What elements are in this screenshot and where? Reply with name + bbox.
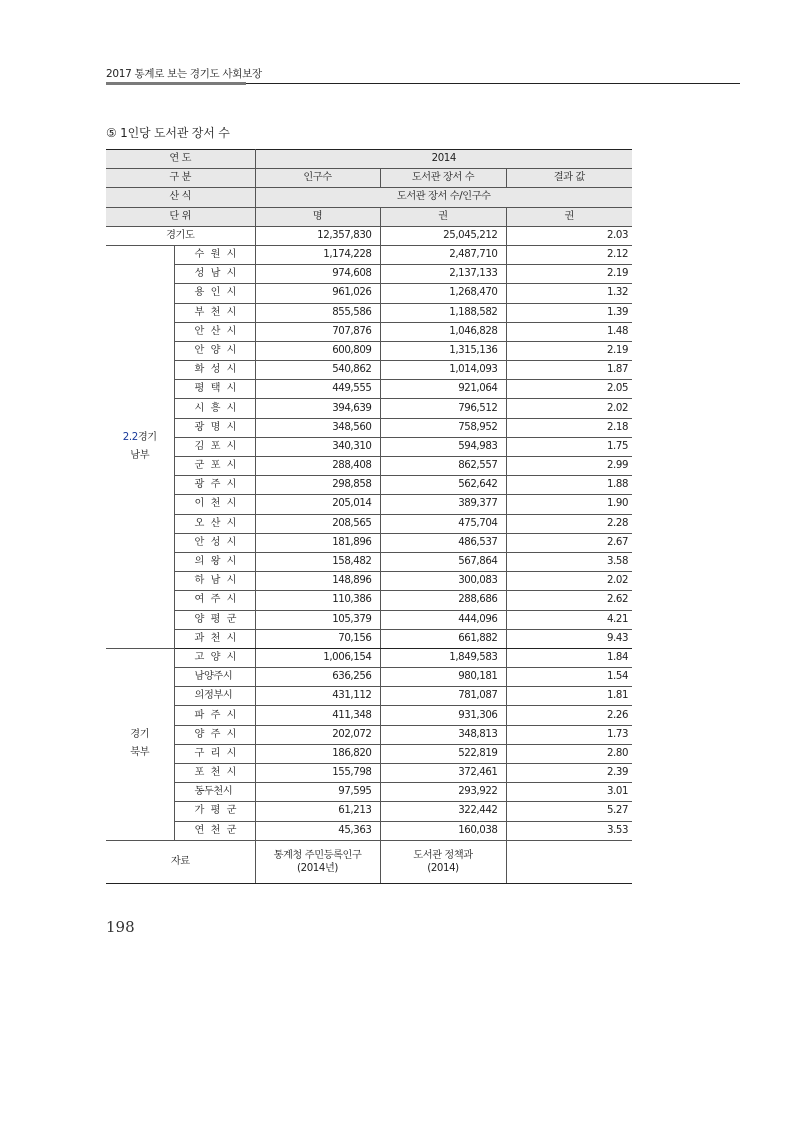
population-cell: 1,174,228 bbox=[255, 245, 380, 264]
result-cell: 1.73 bbox=[506, 725, 632, 744]
books-cell: 160,038 bbox=[380, 821, 506, 840]
table-row bbox=[106, 303, 632, 322]
city-name: 안 산 시 bbox=[174, 322, 255, 341]
table-row bbox=[106, 341, 632, 360]
page-number: 198 bbox=[106, 918, 135, 936]
books-cell: 594,983 bbox=[380, 437, 506, 456]
city-name: 오 산 시 bbox=[174, 514, 255, 533]
header-row-unit bbox=[106, 207, 632, 226]
source-label: 자료 bbox=[106, 840, 255, 883]
header-rule-thin bbox=[246, 83, 740, 84]
table-row bbox=[106, 495, 632, 514]
city-name: 수 원 시 bbox=[174, 245, 255, 264]
books-cell: 372,461 bbox=[380, 764, 506, 783]
table-row bbox=[106, 783, 632, 802]
result-cell: 2.28 bbox=[506, 514, 632, 533]
result-cell: 2.19 bbox=[506, 265, 632, 284]
population-cell: 961,026 bbox=[255, 284, 380, 303]
result-cell: 2.62 bbox=[506, 591, 632, 610]
header-cell: 권 bbox=[506, 207, 632, 226]
books-cell: 862,557 bbox=[380, 457, 506, 476]
books-cell: 486,537 bbox=[380, 533, 506, 552]
city-name: 의 왕 시 bbox=[174, 552, 255, 571]
city-name: 구 리 시 bbox=[174, 744, 255, 763]
books-cell: 921,064 bbox=[380, 380, 506, 399]
city-name: 평 택 시 bbox=[174, 380, 255, 399]
books-cell: 1,268,470 bbox=[380, 284, 506, 303]
city-name: 하 남 시 bbox=[174, 572, 255, 591]
books-cell: 293,922 bbox=[380, 783, 506, 802]
table-row bbox=[106, 668, 632, 687]
city-name: 군 포 시 bbox=[174, 457, 255, 476]
population-cell: 70,156 bbox=[255, 629, 380, 648]
books-cell: 348,813 bbox=[380, 725, 506, 744]
header-row-category bbox=[106, 169, 632, 188]
city-name: 파 주 시 bbox=[174, 706, 255, 725]
result-cell: 9.43 bbox=[506, 629, 632, 648]
table-row bbox=[106, 418, 632, 437]
source-result-empty bbox=[506, 840, 632, 883]
table-row bbox=[106, 629, 632, 648]
books-cell: 1,849,583 bbox=[380, 648, 506, 667]
result-cell: 5.27 bbox=[506, 802, 632, 821]
result-cell: 1.48 bbox=[506, 322, 632, 341]
table-row bbox=[106, 687, 632, 706]
source-population-line2: (2014년) bbox=[297, 862, 338, 874]
books-cell: 758,952 bbox=[380, 418, 506, 437]
books-cell: 444,096 bbox=[380, 610, 506, 629]
region-prefix: 2.2 bbox=[122, 431, 138, 443]
books-cell: 322,442 bbox=[380, 802, 506, 821]
population-cell: 202,072 bbox=[255, 725, 380, 744]
library-books-table bbox=[106, 149, 632, 884]
result-cell: 1.39 bbox=[506, 303, 632, 322]
result-cell: 2.26 bbox=[506, 706, 632, 725]
source-population-line1: 통계청 주민등록인구 bbox=[273, 849, 362, 861]
city-name: 이 천 시 bbox=[174, 495, 255, 514]
result-cell: 2.67 bbox=[506, 533, 632, 552]
table-row bbox=[106, 591, 632, 610]
books-cell: 567,864 bbox=[380, 552, 506, 571]
result-cell: 1.84 bbox=[506, 648, 632, 667]
population-cell: 411,348 bbox=[255, 706, 380, 725]
result-cell: 2.02 bbox=[506, 399, 632, 418]
result-cell: 1.88 bbox=[506, 476, 632, 495]
result-cell: 2.12 bbox=[506, 245, 632, 264]
header-cell: 결과 값 bbox=[506, 169, 632, 188]
city-name: 남양주시 bbox=[174, 668, 255, 687]
population-cell: 707,876 bbox=[255, 322, 380, 341]
running-header: 2017 통계로 보는 경기도 사회보장 bbox=[106, 68, 262, 80]
city-name: 김 포 시 bbox=[174, 437, 255, 456]
result-cell: 2.80 bbox=[506, 744, 632, 763]
population-cell: 855,586 bbox=[255, 303, 380, 322]
city-name: 화 성 시 bbox=[174, 361, 255, 380]
books-cell: 980,181 bbox=[380, 668, 506, 687]
population-cell: 181,896 bbox=[255, 533, 380, 552]
result-cell: 1.87 bbox=[506, 361, 632, 380]
table-row bbox=[106, 437, 632, 456]
header-cell: 도서관 장서 수/인구수 bbox=[255, 188, 632, 207]
region-line2: 남부 bbox=[130, 449, 150, 461]
books-cell: 2,137,133 bbox=[380, 265, 506, 284]
books-cell: 475,704 bbox=[380, 514, 506, 533]
header-cell: 2014 bbox=[255, 150, 632, 169]
result-cell: 3.01 bbox=[506, 783, 632, 802]
population-cell: 105,379 bbox=[255, 610, 380, 629]
table-row bbox=[106, 744, 632, 763]
header-row-formula bbox=[106, 188, 632, 207]
source-books bbox=[380, 840, 506, 883]
city-name: 안 성 시 bbox=[174, 533, 255, 552]
table-row bbox=[106, 572, 632, 591]
table-row bbox=[106, 552, 632, 571]
result-cell: 2.18 bbox=[506, 418, 632, 437]
table-row bbox=[106, 802, 632, 821]
header-label: 산 식 bbox=[106, 188, 255, 207]
population-cell: 158,482 bbox=[255, 552, 380, 571]
table-row bbox=[106, 457, 632, 476]
city-name: 과 천 시 bbox=[174, 629, 255, 648]
books-cell: 781,087 bbox=[380, 687, 506, 706]
population-cell: 348,560 bbox=[255, 418, 380, 437]
result-cell: 3.58 bbox=[506, 552, 632, 571]
population-cell: 600,809 bbox=[255, 341, 380, 360]
header-cell: 명 bbox=[255, 207, 380, 226]
books-cell: 522,819 bbox=[380, 744, 506, 763]
table-row bbox=[106, 476, 632, 495]
city-name: 포 천 시 bbox=[174, 764, 255, 783]
header-row-year bbox=[106, 150, 632, 169]
city-name: 광 명 시 bbox=[174, 418, 255, 437]
population-cell: 298,858 bbox=[255, 476, 380, 495]
north-region-label bbox=[106, 648, 174, 840]
population-cell: 431,112 bbox=[255, 687, 380, 706]
population-cell: 540,862 bbox=[255, 361, 380, 380]
result-cell: 1.81 bbox=[506, 687, 632, 706]
header-label: 단 위 bbox=[106, 207, 255, 226]
result-cell: 2.99 bbox=[506, 457, 632, 476]
result-cell: 2.19 bbox=[506, 341, 632, 360]
south-region-label bbox=[106, 245, 174, 648]
population-cell: 1,006,154 bbox=[255, 648, 380, 667]
city-name: 시 흥 시 bbox=[174, 399, 255, 418]
table-row bbox=[106, 514, 632, 533]
table-row bbox=[106, 380, 632, 399]
total-population: 12,357,830 bbox=[255, 226, 380, 245]
table-row bbox=[106, 265, 632, 284]
source-row bbox=[106, 840, 632, 883]
city-name: 연 천 군 bbox=[174, 821, 255, 840]
region-line2: 북부 bbox=[130, 747, 150, 759]
header-cell: 권 bbox=[380, 207, 506, 226]
city-name: 양 주 시 bbox=[174, 725, 255, 744]
header-label: 연 도 bbox=[106, 150, 255, 169]
table-row bbox=[106, 706, 632, 725]
result-cell: 1.75 bbox=[506, 437, 632, 456]
population-cell: 449,555 bbox=[255, 380, 380, 399]
section-title: ⑤ 1인당 도서관 장서 수 bbox=[106, 126, 230, 140]
books-cell: 389,377 bbox=[380, 495, 506, 514]
population-cell: 340,310 bbox=[255, 437, 380, 456]
city-name: 의정부시 bbox=[174, 687, 255, 706]
books-cell: 562,642 bbox=[380, 476, 506, 495]
books-cell: 2,487,710 bbox=[380, 245, 506, 264]
population-cell: 394,639 bbox=[255, 399, 380, 418]
books-cell: 288,686 bbox=[380, 591, 506, 610]
result-cell: 1.90 bbox=[506, 495, 632, 514]
region-line1: 경기 bbox=[137, 431, 157, 443]
result-cell: 2.05 bbox=[506, 380, 632, 399]
result-cell: 2.02 bbox=[506, 572, 632, 591]
total-result: 2.03 bbox=[506, 226, 632, 245]
population-cell: 208,565 bbox=[255, 514, 380, 533]
result-cell: 1.32 bbox=[506, 284, 632, 303]
total-books: 25,045,212 bbox=[380, 226, 506, 245]
books-cell: 796,512 bbox=[380, 399, 506, 418]
books-cell: 931,306 bbox=[380, 706, 506, 725]
population-cell: 186,820 bbox=[255, 744, 380, 763]
table-row bbox=[106, 764, 632, 783]
table-row bbox=[106, 533, 632, 552]
header-label: 구 분 bbox=[106, 169, 255, 188]
city-name: 안 양 시 bbox=[174, 341, 255, 360]
books-cell: 1,014,093 bbox=[380, 361, 506, 380]
population-cell: 110,386 bbox=[255, 591, 380, 610]
result-cell: 4.21 bbox=[506, 610, 632, 629]
header-cell: 도서관 장서 수 bbox=[380, 169, 506, 188]
city-name: 가 평 군 bbox=[174, 802, 255, 821]
city-name: 여 주 시 bbox=[174, 591, 255, 610]
table-row bbox=[106, 361, 632, 380]
header-cell: 인구수 bbox=[255, 169, 380, 188]
city-name: 부 천 시 bbox=[174, 303, 255, 322]
source-books-line1: 도서관 정책과 bbox=[413, 849, 473, 861]
header-rule-thick bbox=[106, 82, 246, 85]
population-cell: 205,014 bbox=[255, 495, 380, 514]
books-cell: 1,188,582 bbox=[380, 303, 506, 322]
source-population bbox=[255, 840, 380, 883]
population-cell: 155,798 bbox=[255, 764, 380, 783]
result-cell: 3.53 bbox=[506, 821, 632, 840]
books-cell: 1,046,828 bbox=[380, 322, 506, 341]
population-cell: 288,408 bbox=[255, 457, 380, 476]
city-name: 광 주 시 bbox=[174, 476, 255, 495]
city-name: 성 남 시 bbox=[174, 265, 255, 284]
region-line1: 경기 bbox=[130, 729, 150, 741]
books-cell: 300,083 bbox=[380, 572, 506, 591]
table-row bbox=[106, 821, 632, 840]
population-cell: 636,256 bbox=[255, 668, 380, 687]
table-row bbox=[106, 322, 632, 341]
source-books-line2: (2014) bbox=[427, 862, 459, 874]
table-row bbox=[106, 399, 632, 418]
population-cell: 61,213 bbox=[255, 802, 380, 821]
city-name: 용 인 시 bbox=[174, 284, 255, 303]
total-row bbox=[106, 226, 632, 245]
table-row bbox=[106, 245, 632, 264]
books-cell: 661,882 bbox=[380, 629, 506, 648]
result-cell: 2.39 bbox=[506, 764, 632, 783]
books-cell: 1,315,136 bbox=[380, 341, 506, 360]
city-name: 고 양 시 bbox=[174, 648, 255, 667]
population-cell: 974,608 bbox=[255, 265, 380, 284]
city-name: 양 평 군 bbox=[174, 610, 255, 629]
table-row bbox=[106, 648, 632, 667]
city-name: 동두천시 bbox=[174, 783, 255, 802]
population-cell: 45,363 bbox=[255, 821, 380, 840]
table-row bbox=[106, 284, 632, 303]
total-name: 경기도 bbox=[106, 226, 255, 245]
population-cell: 148,896 bbox=[255, 572, 380, 591]
result-cell: 1.54 bbox=[506, 668, 632, 687]
table-row bbox=[106, 725, 632, 744]
table-row bbox=[106, 610, 632, 629]
population-cell: 97,595 bbox=[255, 783, 380, 802]
